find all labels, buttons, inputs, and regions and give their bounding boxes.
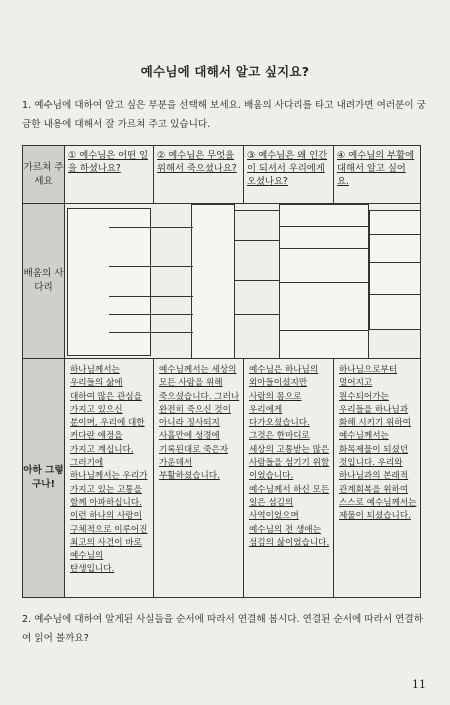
ladder-rung — [235, 314, 279, 315]
answer-cell-4 — [334, 359, 421, 598]
answer-cell-2 — [154, 359, 244, 598]
learning-table — [22, 145, 421, 598]
choice-text-2: ② 예수님은 무엇을 위해서 죽으셨나요? — [157, 150, 237, 174]
answer-text-3: 예수님은 하나님의 외아들이셨지만 사람의 몸으로 우리에게 다가오셨습니다. 그것은 한마디로 세상의 고통받는 많은 사람들을 섬기기 위함 이었습니다. 예수님께서 하신 모든 일은 섬김의 사역이었으며 예수님의 전 생애는 섬김의 삶이었습니다. — [249, 365, 330, 548]
ladder-rung — [109, 314, 193, 315]
ladder-rung — [109, 227, 193, 228]
row-label-ladder: 배움의 사다리 — [23, 204, 65, 359]
answer-cell-3 — [244, 359, 334, 598]
choice-cell-2[interactable] — [154, 146, 244, 204]
choice-text-4: ④ 예수님의 부활에 대해서 알고 싶어요. — [337, 150, 415, 187]
ladder-rung — [235, 210, 279, 211]
question-1: 1. 예수님에 대하여 알고 싶은 부분을 선택해 보세요. 배움의 사다리를 타고 내려가면 여러분이 궁금한 내용에 대해서 잘 가르쳐 주고 있습니다. — [22, 100, 427, 130]
ladder-rung — [109, 296, 193, 297]
ladder-column-4 — [369, 210, 421, 330]
ladder-rung — [279, 248, 369, 249]
choice-cell-4[interactable] — [334, 146, 421, 204]
answer-text-4: 하나님으로부터 멀어지고 원수되어가는 우리들을 하나님과 화해 시키기 위하여 예수님께서는 화목제물이 되셨던 것입니다. 우리와 하나님과의 본래적 관계회복을 위하여 스스로 예수님께서는 제물이 되셨습니다. — [339, 365, 417, 522]
ladder-rung — [109, 266, 193, 267]
answer-cell-1 — [65, 359, 154, 598]
row-label-aha: 아하 그렇구나! — [23, 359, 65, 598]
answer-text-1: 하나님께서는 우리들의 삶에 대하여 많은 관심을 가지고 있으신 분이며, 우리에 대한 커다란 애정을 가지고 계십니다. 그러기에 하나님께서는 우리가 가지고 있는 고통을 함께 아파하십니다. 이런 하나의 사랑이 구체적으로 이루어진 최고의 사건이 바로 예수님의 탄생입니다. — [70, 365, 148, 575]
ladder-rung — [369, 234, 421, 235]
ladder-column-1 — [67, 208, 151, 356]
ladder-rung — [279, 330, 369, 331]
ladder-rung — [279, 282, 369, 283]
ladder-rung — [109, 332, 193, 333]
page-title: 예수님에 대해서 알고 싶지요? — [140, 64, 310, 79]
ladder-rung — [279, 226, 369, 227]
ladder-column-2 — [191, 204, 235, 359]
learning-ladder[interactable] — [65, 204, 420, 358]
choice-text-1: ① 예수님은 어떤 일을 하셨나요? — [68, 150, 149, 174]
ladder-rung — [235, 240, 279, 241]
choice-cell-3[interactable] — [244, 146, 334, 204]
choice-cell-1[interactable] — [65, 146, 154, 204]
row-label-choose: 가르쳐 주세요 — [23, 146, 65, 204]
question-2: 2. 예수님에 대하여 알게된 사실들을 순서에 따라서 연결해 봅시다. 연결된 순서에 따라서 연결하여 읽어 볼까요? — [22, 614, 423, 644]
ladder-rung — [235, 280, 279, 281]
page-number: 11 — [412, 678, 426, 691]
answer-text-2: 예수님께서는 세상의 모든 사람을 위해 죽으셨습니다. 그러나 완전히 죽으신 것이 아니라 징사되지 사흘만에 성경에 기록된대로 죽은자 가운데서 부활하셨습니다. — [159, 365, 240, 482]
ladder-area[interactable] — [65, 204, 421, 359]
ladder-rung — [369, 294, 421, 295]
ladder-rung — [369, 262, 421, 263]
choice-text-3: ③ 예수님은 왜 인간이 되셔서 우리에게 오셨나요? — [247, 150, 328, 187]
